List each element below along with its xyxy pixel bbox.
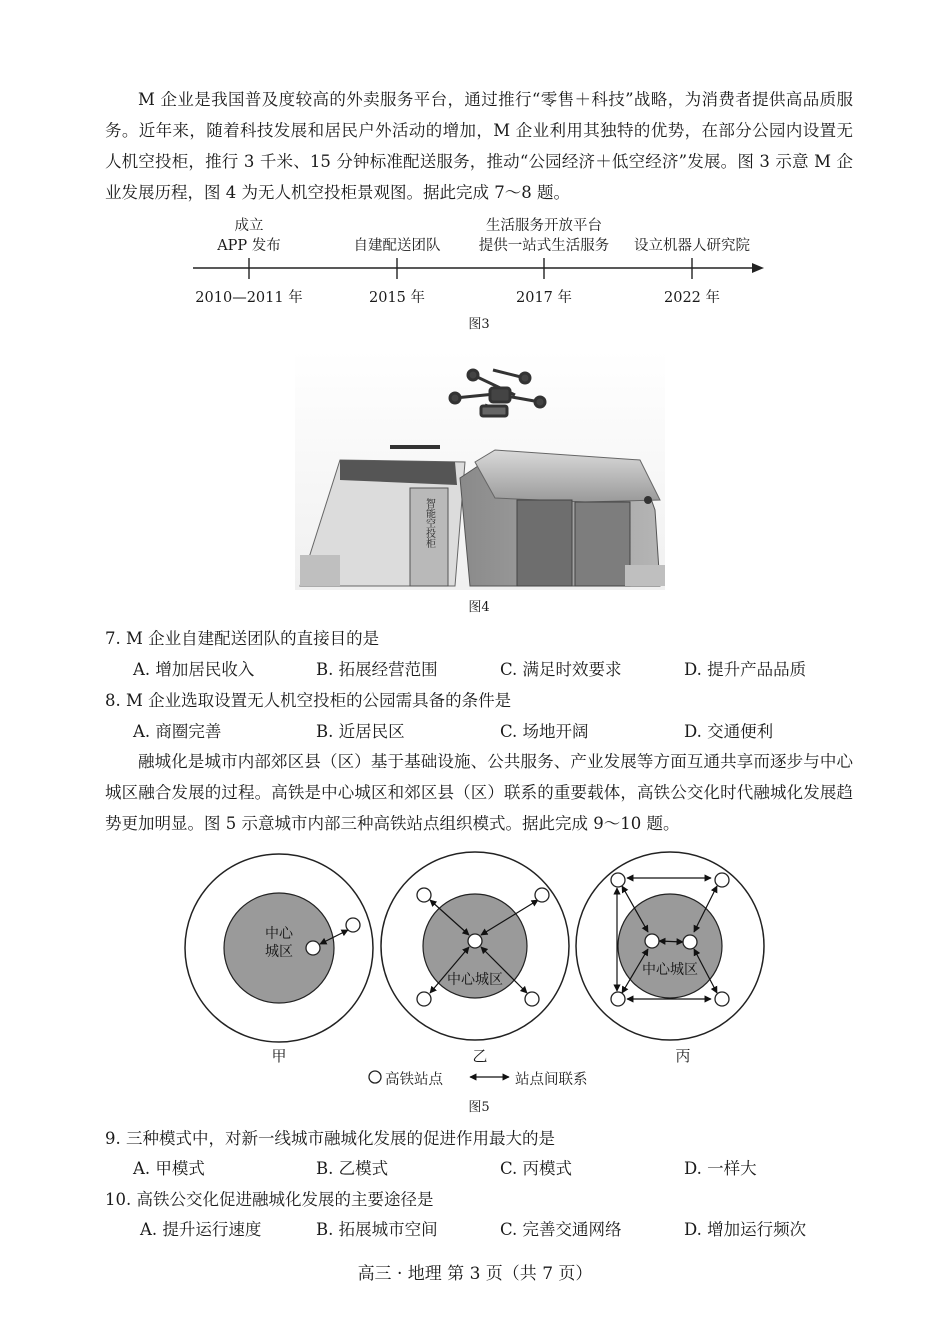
timeline-year: 2017 年 xyxy=(515,290,573,306)
question-8-stem: 8. M 企业选取设置无人机空投柜的公园需具备的条件是 xyxy=(105,691,512,710)
question-8-option-c[interactable]: C. 场地开阔 xyxy=(500,722,589,741)
station-icon xyxy=(535,888,549,902)
station-icon xyxy=(346,918,360,932)
timeline-axis xyxy=(0,0,950,330)
intro-paragraph-1: M 企业是我国普及度较高的外卖服务平台，通过推行“零售＋科技”战略，为消费者提供高品质服务。近年来，随着科技发展和居民户外活动的增加，M 企业利用其独特的优势，在部分公园内设置无人机空投柜，推行 3 千米、15 分钟标准配送服务，推动“公园经济＋低空经济”发展。图 3 示意 M 企业发展历程，图 4 为无人机空投柜景观图。据此完成 7～8 题。 xyxy=(105,90,853,202)
question-10-option-a[interactable]: A. 提升运行速度 xyxy=(140,1220,262,1239)
timeline-arrow xyxy=(752,263,764,273)
legend-link-label: 站点间联系 xyxy=(515,1072,588,1088)
question-8-option-a[interactable]: A. 商圈完善 xyxy=(133,722,222,741)
model-label-jia: 甲 xyxy=(271,1047,287,1065)
question-10-option-b[interactable]: B. 拓展城市空间 xyxy=(316,1220,438,1239)
question-7-option-a[interactable]: A. 增加居民收入 xyxy=(133,660,255,679)
station-icon xyxy=(645,934,659,948)
timeline-event-bottom: APP 发布 xyxy=(217,238,281,254)
timeline-event-bottom: 提供一站式生活服务 xyxy=(478,238,610,254)
station-icon xyxy=(611,992,625,1006)
model-label-bing: 丙 xyxy=(675,1047,691,1065)
station-icon xyxy=(468,934,482,948)
question-10-option-c[interactable]: C. 完善交通网络 xyxy=(500,1220,622,1239)
drone-locker-photo xyxy=(295,350,665,590)
question-9-option-b[interactable]: B. 乙模式 xyxy=(316,1159,389,1178)
station-icon xyxy=(417,888,431,902)
question-7-stem: 7. M 企业自建配送团队的直接目的是 xyxy=(105,629,380,648)
model-label-yi: 乙 xyxy=(472,1047,488,1065)
legend-station-icon xyxy=(369,1071,381,1083)
question-9-option-c[interactable]: C. 丙模式 xyxy=(500,1159,573,1178)
model-jia xyxy=(185,854,373,1042)
model-bing xyxy=(576,852,764,1040)
timeline-year: 2022 年 xyxy=(663,290,721,306)
question-7-option-c[interactable]: C. 满足时效要求 xyxy=(500,660,622,679)
question-8-option-d[interactable]: D. 交通便利 xyxy=(684,722,774,741)
station-icon xyxy=(417,992,431,1006)
question-9-option-a[interactable]: A. 甲模式 xyxy=(133,1159,205,1178)
station-icon xyxy=(525,992,539,1006)
timeline-event-top: 生活服务开放平台 xyxy=(486,218,602,234)
question-10-stem: 10. 高铁公交化促进融城化发展的主要途径是 xyxy=(105,1190,434,1209)
station-icon xyxy=(715,873,729,887)
station-icon xyxy=(306,941,320,955)
timeline-year: 2015 年 xyxy=(368,290,426,306)
question-7-option-d[interactable]: D. 提升产品品质 xyxy=(684,660,807,679)
timeline-event-bottom: 设立机器人研究院 xyxy=(634,238,750,254)
timeline-event-top: 成立 xyxy=(234,218,264,234)
question-9-option-d[interactable]: D. 一样大 xyxy=(684,1159,757,1178)
jia-center-label-2: 城区 xyxy=(265,944,293,960)
station-icon xyxy=(683,935,697,949)
jia-center-label-1: 中心 xyxy=(265,926,293,942)
model-yi xyxy=(381,852,569,1040)
station-models-diagram xyxy=(0,850,950,1110)
timeline-year: 2010—2011 年 xyxy=(195,290,303,306)
intro-paragraph-2: 融城化是城市内部郊区县（区）基于基础设施、公共服务、产业发展等方面互通共享而逐步与中心城区融合发展的过程。高铁是中心城区和郊区县（区）联系的重要载体，高铁公交化时代融城化发展趋势更加明显。图 5 示意城市内部三种高铁站点组织模式。据此完成 9～10 题。 xyxy=(105,752,853,833)
locker-sign-text: 智能空投柜 xyxy=(423,498,435,548)
legend-station-label: 高铁站点 xyxy=(385,1072,443,1088)
question-10-option-d[interactable]: D. 增加运行频次 xyxy=(684,1220,807,1239)
figure-4-caption: 图4 xyxy=(468,600,490,615)
station-icon xyxy=(715,992,729,1006)
question-8-option-b[interactable]: B. 近居民区 xyxy=(316,722,405,741)
yi-center-label: 中心城区 xyxy=(447,972,503,988)
figure-3-caption: 图3 xyxy=(468,317,490,332)
figure-5-caption: 图5 xyxy=(468,1100,490,1115)
question-7-option-b[interactable]: B. 拓展经营范围 xyxy=(316,660,438,679)
bing-center-label: 中心城区 xyxy=(642,962,698,978)
question-9-stem: 9. 三种模式中，对新一线城市融城化发展的促进作用最大的是 xyxy=(105,1129,555,1148)
timeline-event-bottom: 自建配送团队 xyxy=(353,238,441,254)
page-footer: 高三 · 地理 第 3 页（共 7 页） xyxy=(357,1264,593,1284)
station-icon xyxy=(611,873,625,887)
